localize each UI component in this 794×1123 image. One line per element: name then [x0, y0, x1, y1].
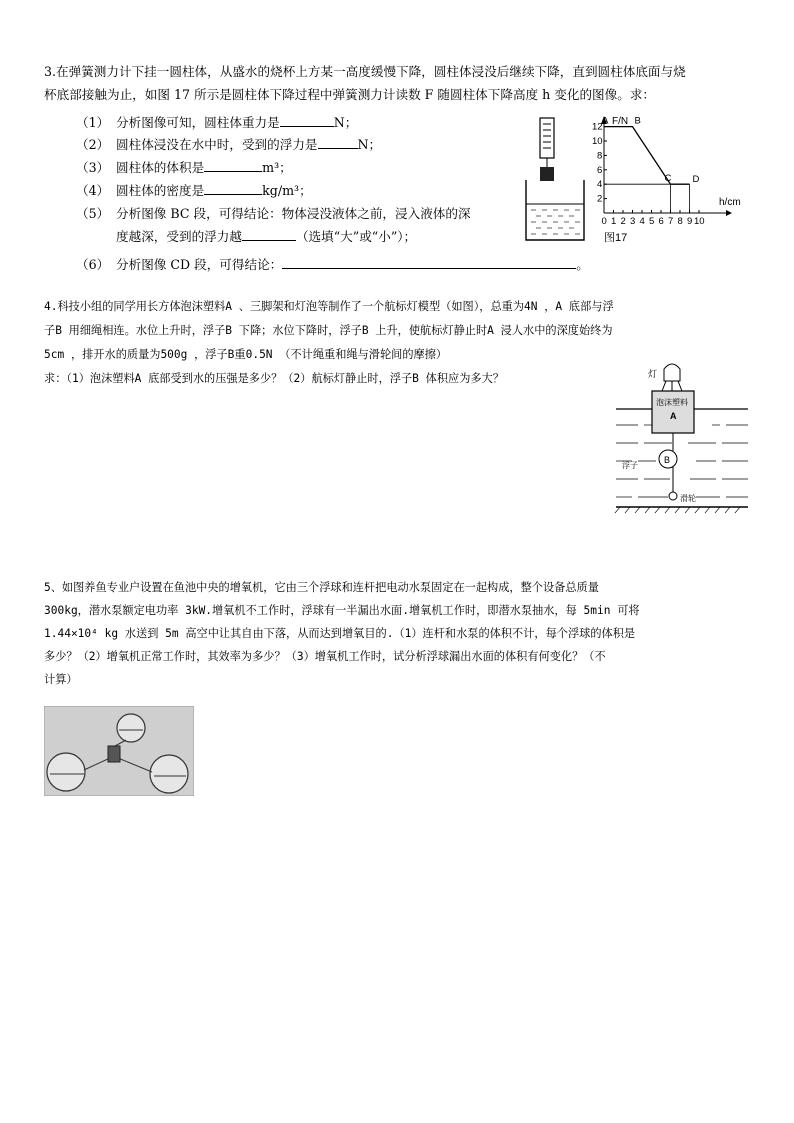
item-number: （3） [76, 160, 110, 175]
q3-line-2: 杯底部接触为止，如图 17 所示是圆柱体下降过程中弹簧测力计读数 F 随圆柱体下降高度 h 变化的图像。求： [44, 87, 656, 102]
x-tick-label: 10 [694, 216, 705, 227]
item-text: 圆柱体的密度是 [116, 183, 205, 198]
item-unit: 。 [576, 257, 589, 272]
q4-line-1: 4.科技小组的同学用长方体泡沫塑料A 、三脚架和灯泡等制作了一个航标灯模型（如图），总重为4N ，A 底部与浮 [44, 300, 614, 313]
q3-item-5 [76, 203, 471, 225]
point-label-a: A [602, 115, 609, 127]
water-pump-icon [108, 746, 120, 762]
x-tick-label: 8 [677, 216, 683, 227]
q3-item-3 [76, 157, 292, 179]
point-label-d: D [692, 174, 700, 186]
q3-item-2 [76, 134, 381, 156]
answer-blank[interactable] [204, 180, 262, 195]
item-unit: N； [333, 115, 358, 130]
q3-line-1: 3.在弹簧测力计下挂一圆柱体，从盛水的烧杯上方某一高度缓慢下降，圆柱体浸没后继续下降，直到圆柱体底面与烧 [44, 64, 686, 79]
item-text: 圆柱体的体积是 [116, 160, 205, 175]
float-b-label: B [664, 455, 671, 465]
q4-line-4: 求：（1）泡沫塑料A 底部受到水的压强是多少？（2）航标灯静止时，浮子B 体积应为多大？ [44, 372, 504, 385]
q3-item-5-cont [116, 226, 416, 248]
q5-line-2: 300kg，潜水泵额定电功率 3kW.增氧机不工作时，浮球有一半漏出水面.增氧机工作时，即潜水泵抽水，每 5min 可将 [44, 604, 640, 617]
item-text: 圆柱体浸没在水中时，受到的浮力是 [116, 137, 318, 152]
navigation-light-figure [612, 355, 752, 515]
item-unit: m³； [262, 160, 292, 175]
answer-blank[interactable] [280, 112, 334, 127]
spring-scale-beaker-figure [522, 112, 592, 247]
answer-blank[interactable] [282, 254, 576, 269]
item-unit: N； [357, 137, 382, 152]
q5-line-5: 计算） [44, 673, 78, 686]
item-number: （6） [76, 257, 110, 272]
item-text: 度越深，受到的浮力越 [116, 229, 242, 244]
x-tick-label: 1 [611, 216, 617, 227]
y-tick-label: 6 [597, 164, 603, 176]
float-ball-icon [150, 755, 188, 793]
x-tick-label: 0 [601, 216, 607, 227]
q5-line-3: 1.44×10⁴ kg 水送到 5m 高空中让其自由下落，从而达到增氧目的.（1）连杆和水泵的体积不计，每个浮球的体积是 [44, 627, 636, 640]
x-tick-label: 3 [630, 216, 636, 227]
q5-line-4: 多少？（2）增氧机正常工作时，其效率为多少？（3）增氧机工作时，试分析浮球漏出水面的体积有何变化？（不 [44, 650, 606, 663]
x-tick-label: 6 [658, 216, 664, 227]
y-tick-label: 12 [592, 121, 603, 133]
item-text: 分析图像 CD 段，可得结论： [116, 257, 283, 272]
aerator-photo [44, 706, 194, 796]
pulley-label: 滑轮 [680, 494, 696, 503]
item-unit: （选填“大”或“小”）； [295, 229, 417, 244]
answer-blank[interactable] [242, 226, 296, 241]
item-text: 分析图像 BC 段，可得结论：物体浸没液体之前，浸入液体的深 [116, 206, 471, 221]
point-label-c: C [664, 173, 672, 185]
q3-item-4 [76, 180, 312, 202]
q3-item-1 [76, 112, 357, 134]
point-label-b: B [634, 115, 641, 127]
force-curve [604, 127, 690, 185]
item-number: （1） [76, 115, 110, 130]
item-unit: kg/m³； [262, 183, 312, 198]
x-tick-label: 5 [649, 216, 655, 227]
item-text: 分析图像可知，圆柱体重力是 [116, 115, 280, 130]
item-number: （5） [76, 206, 110, 221]
y-tick-label: 8 [597, 150, 603, 162]
float-ball-icon [47, 753, 85, 791]
x-tick-label: 7 [668, 216, 674, 227]
chart-guides [604, 127, 690, 213]
block-a-label: A [670, 411, 677, 421]
cylinder-icon [540, 167, 554, 181]
y-tick-label: 4 [597, 179, 603, 191]
q3-item-6 [76, 254, 589, 276]
y-tick-label: 2 [597, 193, 603, 205]
foam-label: 泡沫塑料 [656, 398, 688, 407]
figure-caption: 图17 [604, 232, 628, 244]
q4-line-3: 5cm ，排开水的质量为500g ，浮子B重0.5N （不计绳重和绳与滑轮间的摩擦） [44, 348, 448, 361]
lamp-icon [664, 364, 680, 381]
pulley-icon [669, 492, 677, 500]
x-axis-arrow-icon [726, 210, 732, 216]
item-number: （4） [76, 183, 110, 198]
x-tick-label: 4 [639, 216, 645, 227]
y-axis-label: F/N [612, 116, 629, 127]
y-tick-label: 10 [592, 136, 603, 147]
x-tick-label: 2 [620, 216, 626, 227]
x-axis-label: h/cm [719, 197, 741, 208]
answer-blank[interactable] [318, 134, 358, 149]
force-height-chart [592, 110, 752, 245]
q5-line-1: 5、如图养鱼专业户设置在鱼池中央的增氧机，它由三个浮球和连杆把电动水泵固定在一起构成，整个设备总质量 [44, 581, 599, 594]
lamp-label: 灯 [648, 369, 658, 379]
answer-blank[interactable] [204, 157, 262, 172]
float-ball-icon [117, 714, 145, 742]
item-number: （2） [76, 137, 110, 152]
x-tick-label: 9 [687, 216, 693, 227]
q4-line-2: 子B 用细绳相连。水位上升时，浮子B 下降；水位下降时，浮子B 上升，使航标灯静止时A 浸人水中的深度始终为 [44, 324, 613, 337]
float-label: 浮子 [622, 461, 638, 470]
